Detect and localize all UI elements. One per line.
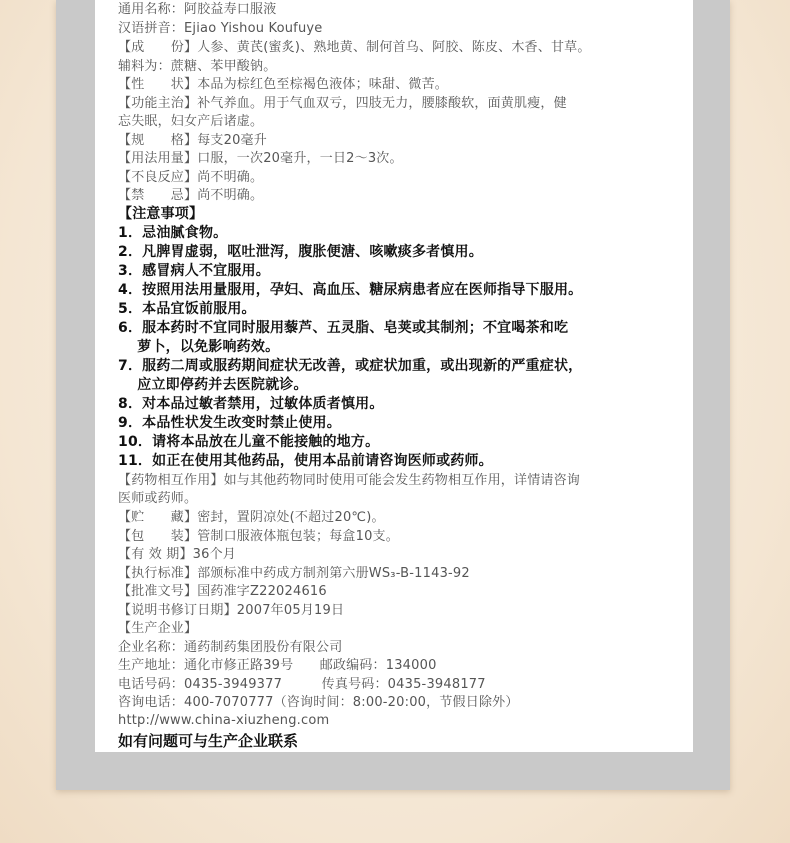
manufacturer-header: 【生产企业】 [118, 621, 198, 636]
precaution-item: 3．感冒病人不宜服用。 [118, 263, 270, 279]
precaution-item: 1．忌油腻食物。 [118, 225, 228, 241]
contact-note: 如有问题可与生产企业联系 [118, 732, 299, 750]
website: http://www.china-xiuzheng.com [118, 713, 330, 728]
generic-name: 通用名称：阿胶益寿口服液 [118, 2, 277, 17]
precaution-item: 5．本品宜饭前服用。 [118, 301, 256, 317]
specification: 【规 格】每支20毫升 [118, 133, 267, 148]
interactions-cont: 医师或药师。 [118, 491, 198, 506]
indications-cont: 忘失眠，妇女产后诸虚。 [118, 114, 264, 129]
adverse-reactions: 【不良反应】尚不明确。 [118, 170, 264, 185]
storage: 【贮 藏】密封，置阴凉处(不超过20℃)。 [118, 510, 385, 525]
approval-number: 【批准文号】国药准字Z22024616 [118, 584, 327, 599]
properties: 【性 状】本品为棕红色至棕褐色液体；味甜、微苦。 [118, 77, 449, 92]
packaging: 【包 装】管制口服液体瓶包装；每盒10支。 [118, 529, 399, 544]
precaution-item: 4．按照用法用量服用，孕妇、高血压、糖尿病患者应在医师指导下服用。 [118, 282, 583, 298]
precaution-item: 8．对本品过敏者禁用，过敏体质者慎用。 [118, 396, 384, 412]
precautions-header: 【注意事项】 [118, 206, 204, 222]
pinyin-name: 汉语拼音：Ejiao Yishou Koufuye [118, 21, 323, 36]
ingredients: 【成 份】人参、黄芪(蜜炙)、熟地黄、制何首乌、阿胶、陈皮、木香、甘草。 [118, 40, 591, 55]
indications: 【功能主治】补气养血。用于气血双亏，四肢无力，腰膝酸软，面黄肌瘦，健 [118, 96, 567, 111]
phone-fax: 电话号码：0435-3949377 传真号码：0435-3948177 [118, 677, 486, 692]
precaution-item: 萝卜，以免影响药效。 [118, 339, 280, 355]
precaution-item: 10．请将本品放在儿童不能接触的地方。 [118, 434, 380, 450]
excipients: 辅料为：蔗糖、苯甲酸钠。 [118, 59, 277, 74]
leaflet-sheet [95, 0, 693, 752]
revision-date: 【说明书修订日期】2007年05月19日 [118, 603, 345, 618]
precaution-item: 7．服药二周或服药期间症状无改善，或症状加重，或出现新的严重症状， [118, 358, 583, 374]
hotline: 咨询电话：400-7070777（咨询时间：8:00-20:00，节假日除外） [118, 695, 519, 710]
contraindications: 【禁 忌】尚不明确。 [118, 188, 264, 203]
precaution-item: 9．本品性状发生改变时禁止使用。 [118, 415, 341, 431]
precaution-item: 6．服本药时不宜同时服用藜芦、五灵脂、皂荚或其制剂；不宜喝茶和吃 [118, 320, 569, 336]
interactions: 【药物相互作用】如与其他药物同时使用可能会发生药物相互作用，详情请咨询 [118, 473, 581, 488]
company-name: 企业名称：通药制药集团股份有限公司 [118, 640, 343, 655]
precaution-item: 2．凡脾胃虚弱，呕吐泄泻，腹胀便溏、咳嗽痰多者慎用。 [118, 244, 483, 260]
standard: 【执行标准】部颁标准中药成方制剂第六册WS₃-B-1143-92 [118, 566, 470, 581]
dosage: 【用法用量】口服，一次20毫升，一日2～3次。 [118, 151, 403, 166]
precaution-item: 应立即停药并去医院就诊。 [118, 377, 308, 393]
precaution-item: 11．如正在使用其他药品，使用本品前请咨询医师或药师。 [118, 453, 493, 469]
company-address: 生产地址：通化市修正路39号 邮政编码：134000 [118, 658, 437, 673]
shelf-life: 【有 效 期】36个月 [118, 547, 237, 562]
